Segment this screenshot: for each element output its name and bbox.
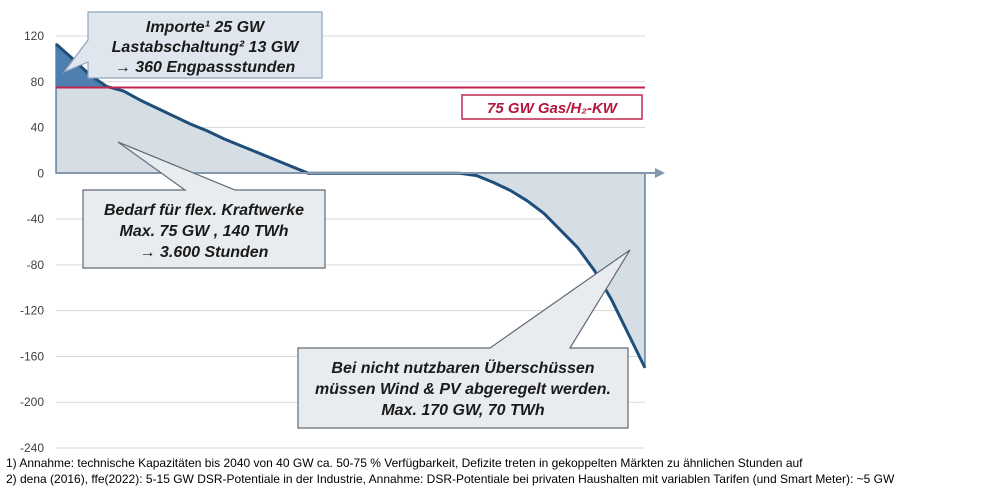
y-tick-label: -80 (26, 257, 44, 272)
y-axis-ticks (20, 29, 44, 455)
y-tick-label: 120 (23, 29, 44, 43)
y-tick-label: -200 (19, 395, 44, 410)
surplus-callout (298, 250, 630, 428)
x-axis-arrow (655, 168, 665, 178)
y-tick-label: -240 (19, 441, 44, 455)
flex-line-1: Bedarf für flex. Kraftwerke (103, 202, 305, 219)
gas-label-box (462, 95, 642, 119)
y-tick-label: -120 (19, 303, 44, 318)
gas-label: 75 GW Gas/H₂-KW (487, 100, 617, 117)
footnote-1: 1) Annahme: technische Kapazitäten bis 2040 von 40 GW ca. 50-75 % Verfügbarkeit, Defizite treten in gekoppelten Märkten zu ähnlichen Stunden auf (6, 456, 803, 470)
y-tick-label: -160 (19, 349, 44, 364)
y-tick-label: 80 (30, 74, 44, 89)
import-line-2: Lastabschaltung² 13 GW (111, 39, 299, 56)
import-line-1: Importe¹ 25 GW (145, 19, 265, 36)
y-tick-label: -40 (26, 212, 44, 227)
surplus-line-1: Bei nicht nutzbaren Überschüssen (331, 360, 595, 377)
flex-line-2: Max. 75 GW , 140 TWh (119, 223, 289, 240)
y-tick-label: 40 (30, 120, 44, 135)
import-line-3: → 360 Engpassstunden (114, 59, 296, 76)
y-tick-label: 0 (37, 166, 44, 181)
surplus-line-3: Max. 170 GW, 70 TWh (381, 402, 545, 419)
flex-line-3: → 3.600 Stunden (139, 244, 269, 261)
surplus-line-2: müssen Wind & PV abgeregelt werden. (315, 381, 611, 398)
footnote-2: 2) dena (2016), ffe(2022): 5-15 GW DSR-Potentiale in der Industrie, Annahme: DSR-Potentiale bei privaten Haushalten mit variablen Tarifen (und Smart Meter): ~5 GW (6, 472, 895, 486)
import-callout (64, 12, 322, 78)
